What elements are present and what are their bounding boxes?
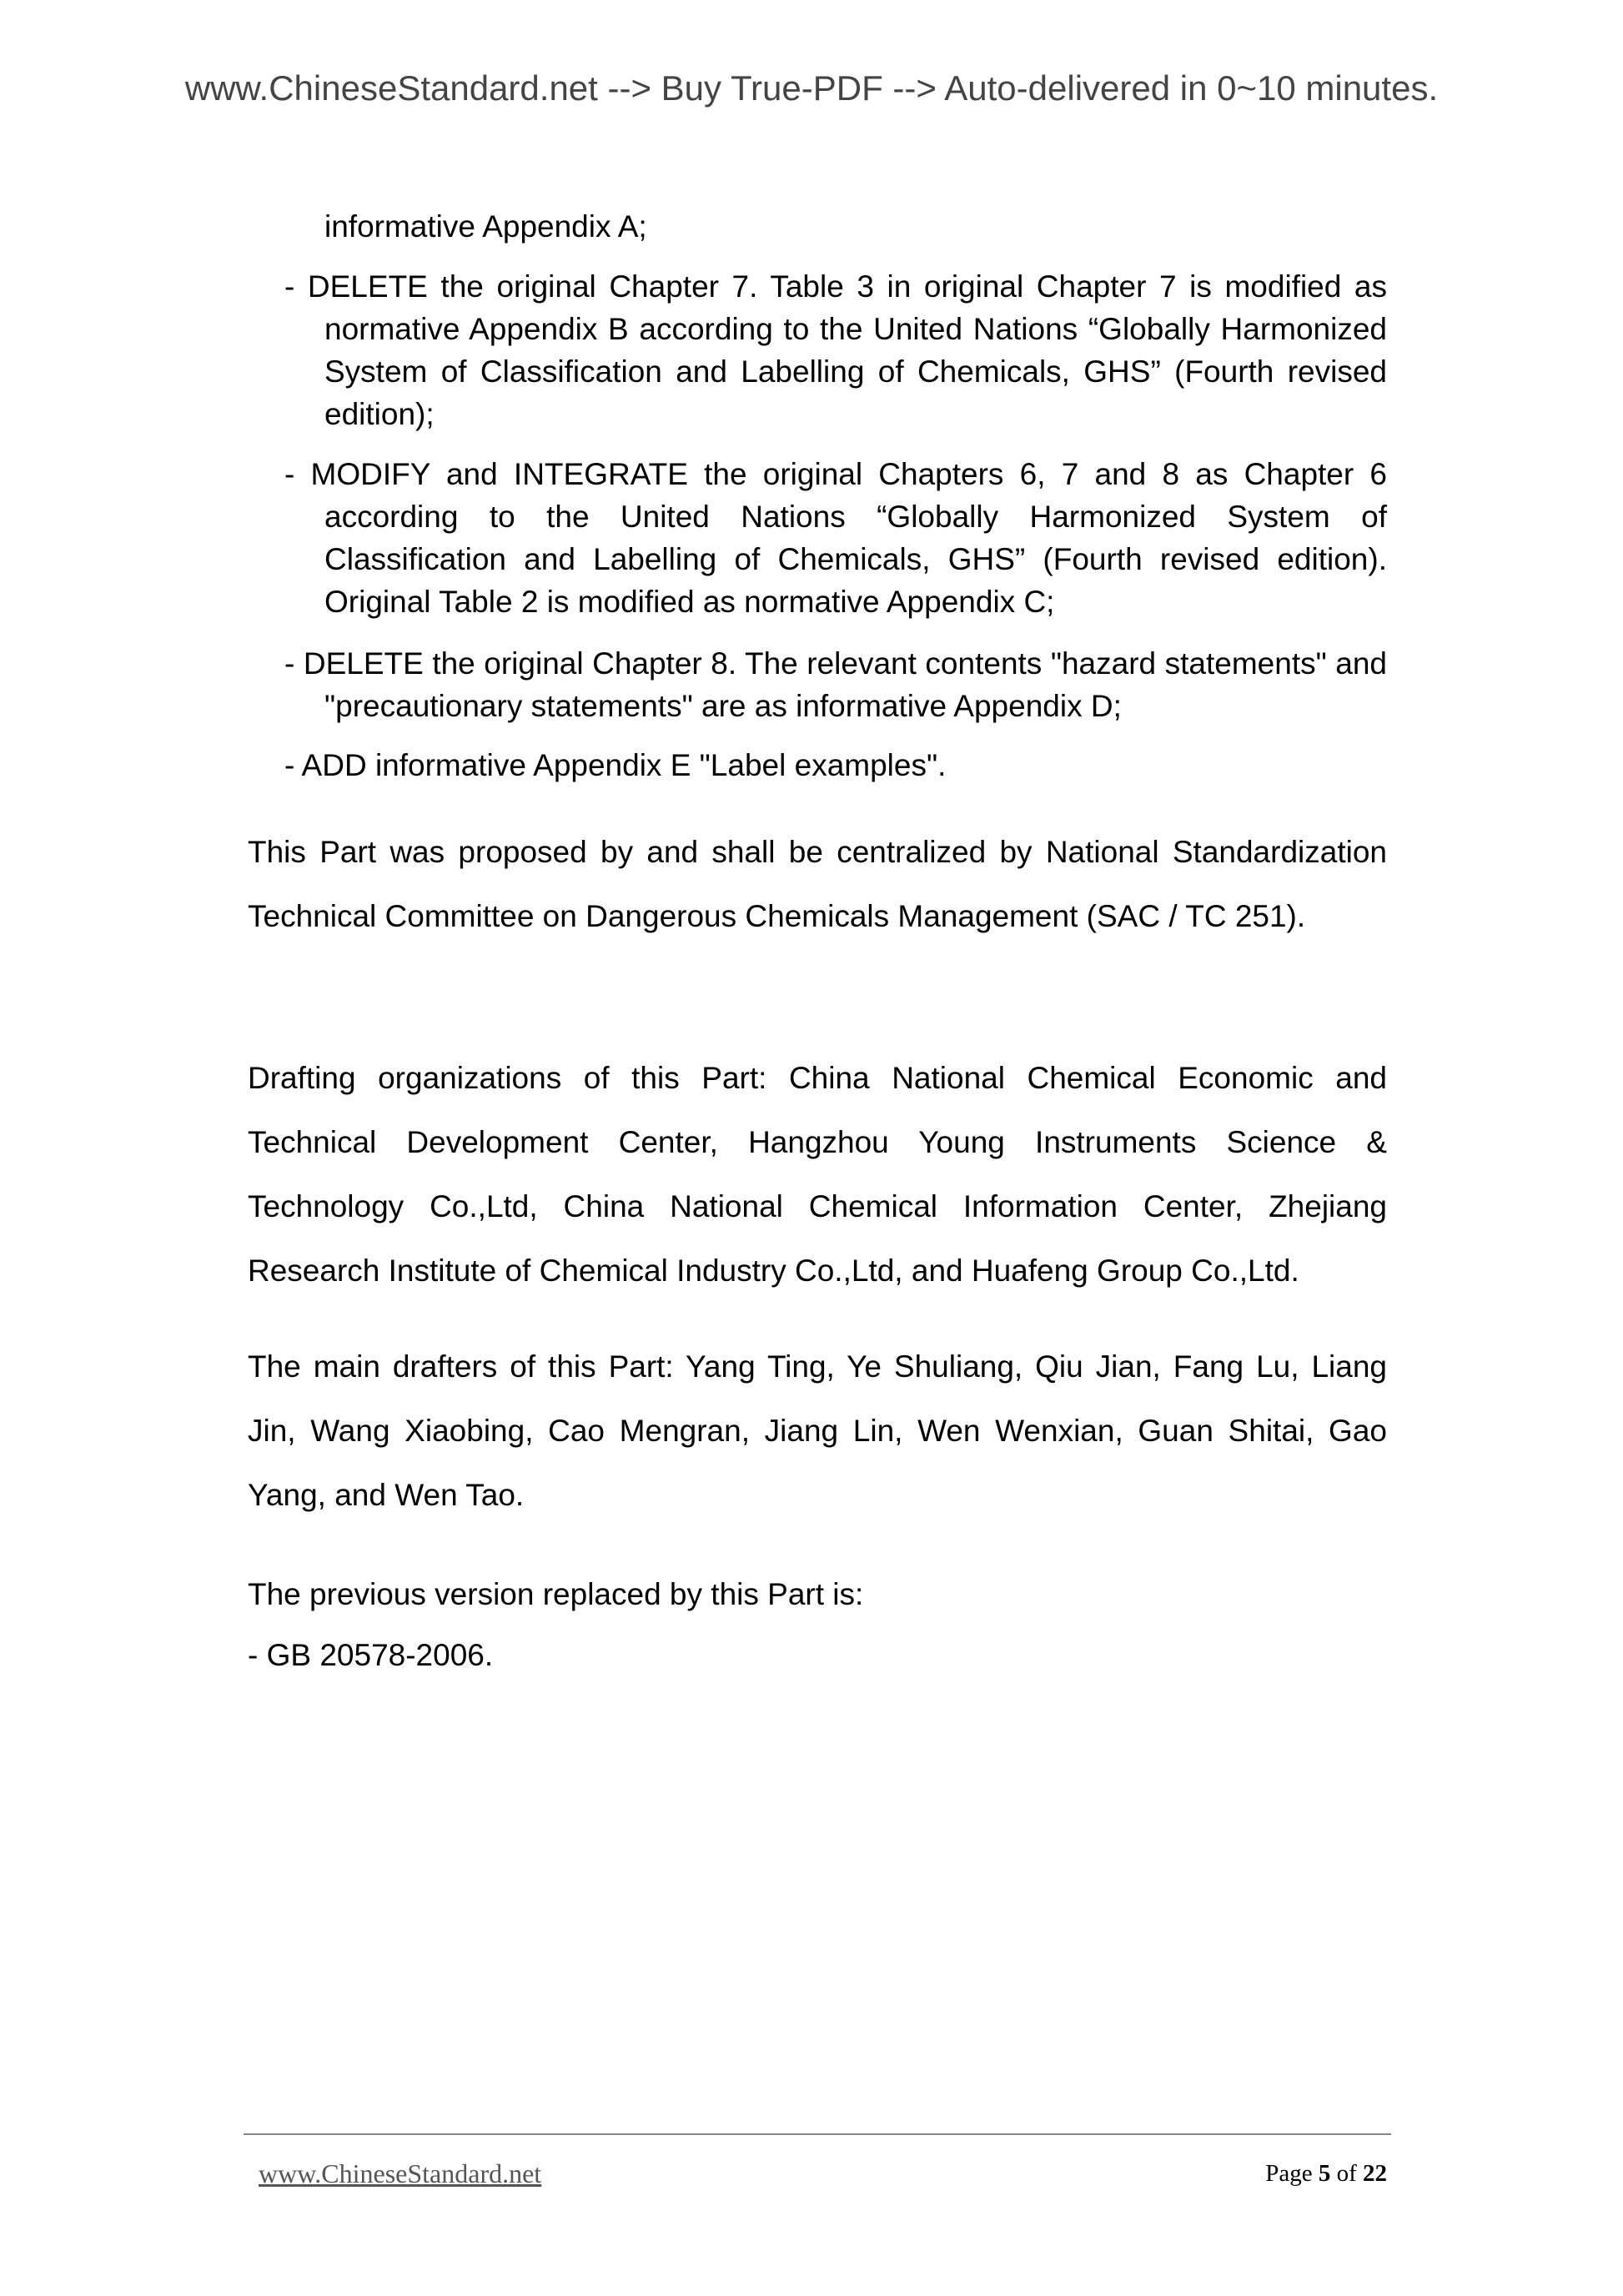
footer-divider <box>244 2133 1391 2135</box>
of-word: of <box>1336 2160 1357 2187</box>
page-word: Page <box>1265 2160 1313 2187</box>
page-current: 5 <box>1318 2160 1331 2187</box>
header-banner: www.ChineseStandard.net --> Buy True-PDF --> Auto-delivered in 0~10 minutes. <box>184 68 1439 108</box>
paragraph-drafting-orgs: Drafting organizations of this Part: China National Chemical Economic and Technical Development Center, Hangzhou Young Instruments Science & Technology Co.,Ltd, China National Chemical Information Center, Zhejiang Research Institute of Chemical Industry Co.,Ltd, and Huafeng Group Co.,Ltd. <box>248 1061 1387 1288</box>
list-item: - MODIFY and INTEGRATE the original Chapters 6, 7 and 8 as Chapter 6 according to the United Nations “Globally Harmonized System of Classification and Labelling of Chemicals, GHS” (Fourth revised edition). Original Table 2 is modified as normative Appendix C; <box>284 457 1387 619</box>
paragraph-proposal: This Part was proposed by and shall be centralized by National Standardization Technical Committee on Dangerous Chemicals Management (SAC / TC 251). <box>248 835 1387 933</box>
previous-version-item: - GB 20578-2006. <box>248 1638 494 1672</box>
paragraph-drafters: The main drafters of this Part: Yang Ting, Ye Shuliang, Qiu Jian, Fang Lu, Liang Jin, Wang Xiaobing, Cao Mengran, Jiang Lin, Wen Wenxian, Guan Shitai, Gao Yang, and Wen Tao. <box>248 1349 1387 1512</box>
page-indicator <box>1265 2160 1387 2188</box>
paragraph-previous-version: The previous version replaced by this Part is: <box>248 1577 864 1611</box>
list-item: - DELETE the original Chapter 7. Table 3 in original Chapter 7 is modified as normative Appendix B according to the United Nations “Globally Harmonized System of Classification and Labelling of Chemicals, GHS” (Fourth revised edition); <box>284 269 1387 431</box>
list-continuation: informative Appendix A; <box>324 209 647 244</box>
list-item: - DELETE the original Chapter 8. The relevant contents "hazard statements" and "precautionary statements" are as informative Appendix D; <box>284 646 1387 723</box>
footer-link[interactable]: www.ChineseStandard.net <box>259 2158 542 2188</box>
list-item: - ADD informative Appendix E "Label examples". <box>284 748 947 782</box>
page-total: 22 <box>1363 2160 1387 2187</box>
